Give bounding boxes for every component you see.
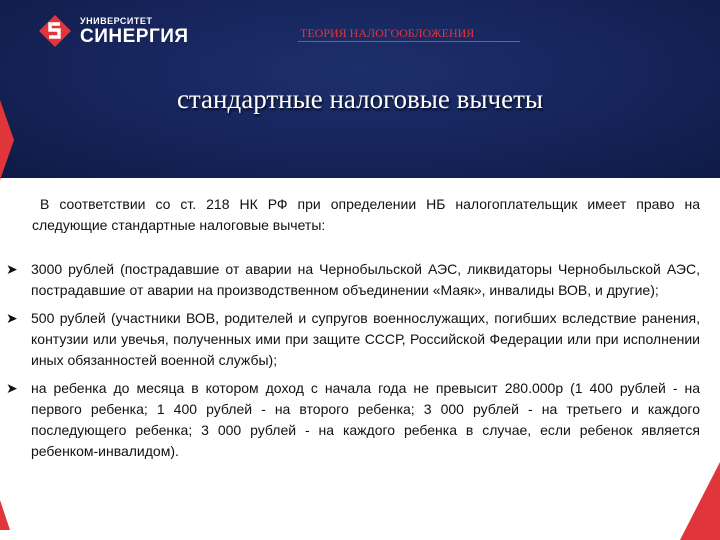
logo-wordmark: СИНЕРГИЯ [80, 26, 189, 47]
intro-paragraph: В соответствии со ст. 218 НК РФ при определении НБ налогоплательщик имеет право на следующие стандартные налоговые вычеты: [32, 196, 700, 233]
deduction-list [0, 259, 720, 469]
list-item [0, 378, 720, 462]
list-item-text: 3000 рублей (пострадавшие от аварии на Чернобыльской АЭС, ликвидаторы Чернобыльской АЭС, пострадавшие от аварии на производственном объединении «Маяк», инвалиды ВОВ, и другие); [31, 261, 700, 298]
subject-underline [298, 41, 520, 42]
synergy-logo-icon [38, 14, 72, 48]
university-logo [38, 12, 188, 54]
logo-caption: УНИВЕРСИТЕТ [80, 16, 153, 26]
list-item [0, 308, 720, 371]
header-banner [0, 0, 720, 178]
slide-content [0, 178, 720, 540]
list-item-text: на ребенка до месяца в котором доход с начала года не превысит 280.000р (1 400 рублей - на первого ребенка; 1 400 рублей - на второго ребенка; 3 000 рублей - на третьего и каждого последующего ребенка; 3 000 рублей - на каждого ребенка в случае, если ребенок является ребенком-инвалидом). [31, 380, 700, 459]
list-item [0, 259, 720, 301]
arrow-bullet-icon: ➤ [6, 261, 18, 277]
subject-label: ТЕОРИЯ НАЛОГООБЛОЖЕНИЯ [300, 26, 475, 40]
arrow-bullet-icon: ➤ [6, 310, 18, 326]
arrow-bullet-icon: ➤ [6, 380, 18, 396]
slide-title: стандартные налоговые вычеты [176, 84, 544, 114]
list-item-text: 500 рублей (участники ВОВ, родителей и супругов военнослужащих, погибших вследствие ранения, контузии или увечья, полученных ими при защите СССР, Российской Федерации или при исполнении иных обязанностей военной службы); [31, 310, 700, 368]
